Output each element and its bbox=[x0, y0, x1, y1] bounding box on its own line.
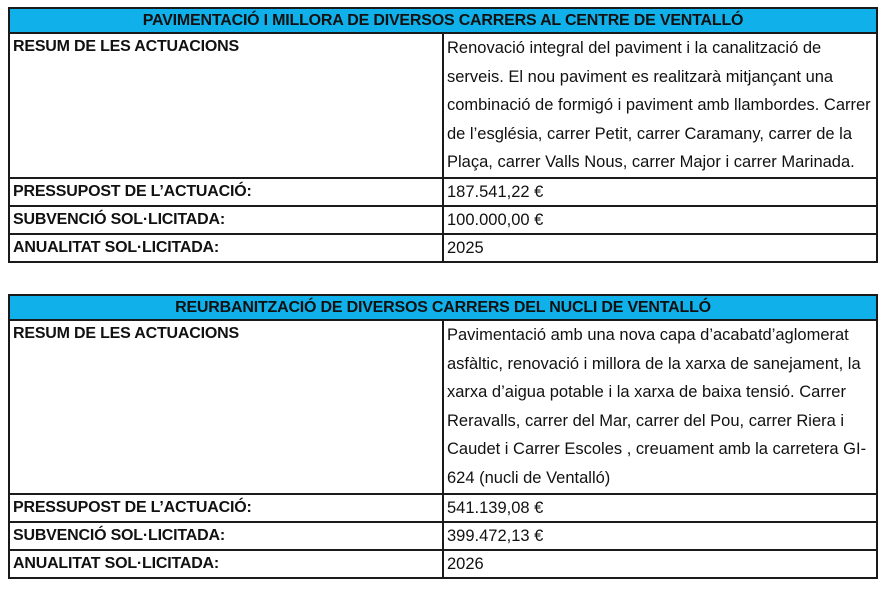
project-title: PAVIMENTACIÓ I MILLORA DE DIVERSOS CARRERS AL CENTRE DE VENTALLÓ bbox=[9, 8, 877, 33]
summary-value: Renovació integral del paviment i la canalització de serveis. El nou paviment es realitzarà mitjançant una combinació de formigó i paviment amb llambordes. Carrer de l’església, carrer Petit, carrer Caramany, carrer de la Plaça, carrer Valls Nous, carrer Major i carrer Marinada. bbox=[443, 33, 877, 178]
row-label: RESUM DE LES ACTUACIONS bbox=[9, 320, 443, 494]
row-label: ANUALITAT SOL·LICITADA: bbox=[9, 234, 443, 262]
row-label: SUBVENCIÓ SOL·LICITADA: bbox=[9, 206, 443, 234]
row-label: PRESSUPOST DE L’ACTUACIÓ: bbox=[9, 494, 443, 522]
table-row bbox=[9, 206, 877, 234]
project-table-2 bbox=[8, 294, 878, 579]
subsidy-value: 399.472,13 € bbox=[443, 522, 877, 550]
summary-value: Pavimentació amb una nova capa d’acabatd’aglomerat asfàltic, renovació i millora de la xarxa de sanejament, la xarxa d’aigua potable i la xarxa de baixa tensió. Carrer Reravalls, carrer del Mar, carrer del Pou, carrer Riera i Caudet i Carrer Escoles , creuament amb la carretera GI-624 (nucli de Ventalló) bbox=[443, 320, 877, 494]
row-label: PRESSUPOST DE L’ACTUACIÓ: bbox=[9, 178, 443, 206]
row-label: SUBVENCIÓ SOL·LICITADA: bbox=[9, 522, 443, 550]
table-row bbox=[9, 550, 877, 578]
budget-value: 187.541,22 € bbox=[443, 178, 877, 206]
budget-value: 541.139,08 € bbox=[443, 494, 877, 522]
project-title: REURBANITZACIÓ DE DIVERSOS CARRERS DEL NUCLI DE VENTALLÓ bbox=[9, 295, 877, 320]
table-row bbox=[9, 494, 877, 522]
subsidy-value: 100.000,00 € bbox=[443, 206, 877, 234]
table-row bbox=[9, 320, 877, 494]
table-row bbox=[9, 522, 877, 550]
project-table-1 bbox=[8, 7, 878, 263]
row-label: ANUALITAT SOL·LICITADA: bbox=[9, 550, 443, 578]
table-row bbox=[9, 33, 877, 178]
row-label: RESUM DE LES ACTUACIONS bbox=[9, 33, 443, 178]
year-value: 2026 bbox=[443, 550, 877, 578]
table-row bbox=[9, 234, 877, 262]
table-row bbox=[9, 178, 877, 206]
year-value: 2025 bbox=[443, 234, 877, 262]
